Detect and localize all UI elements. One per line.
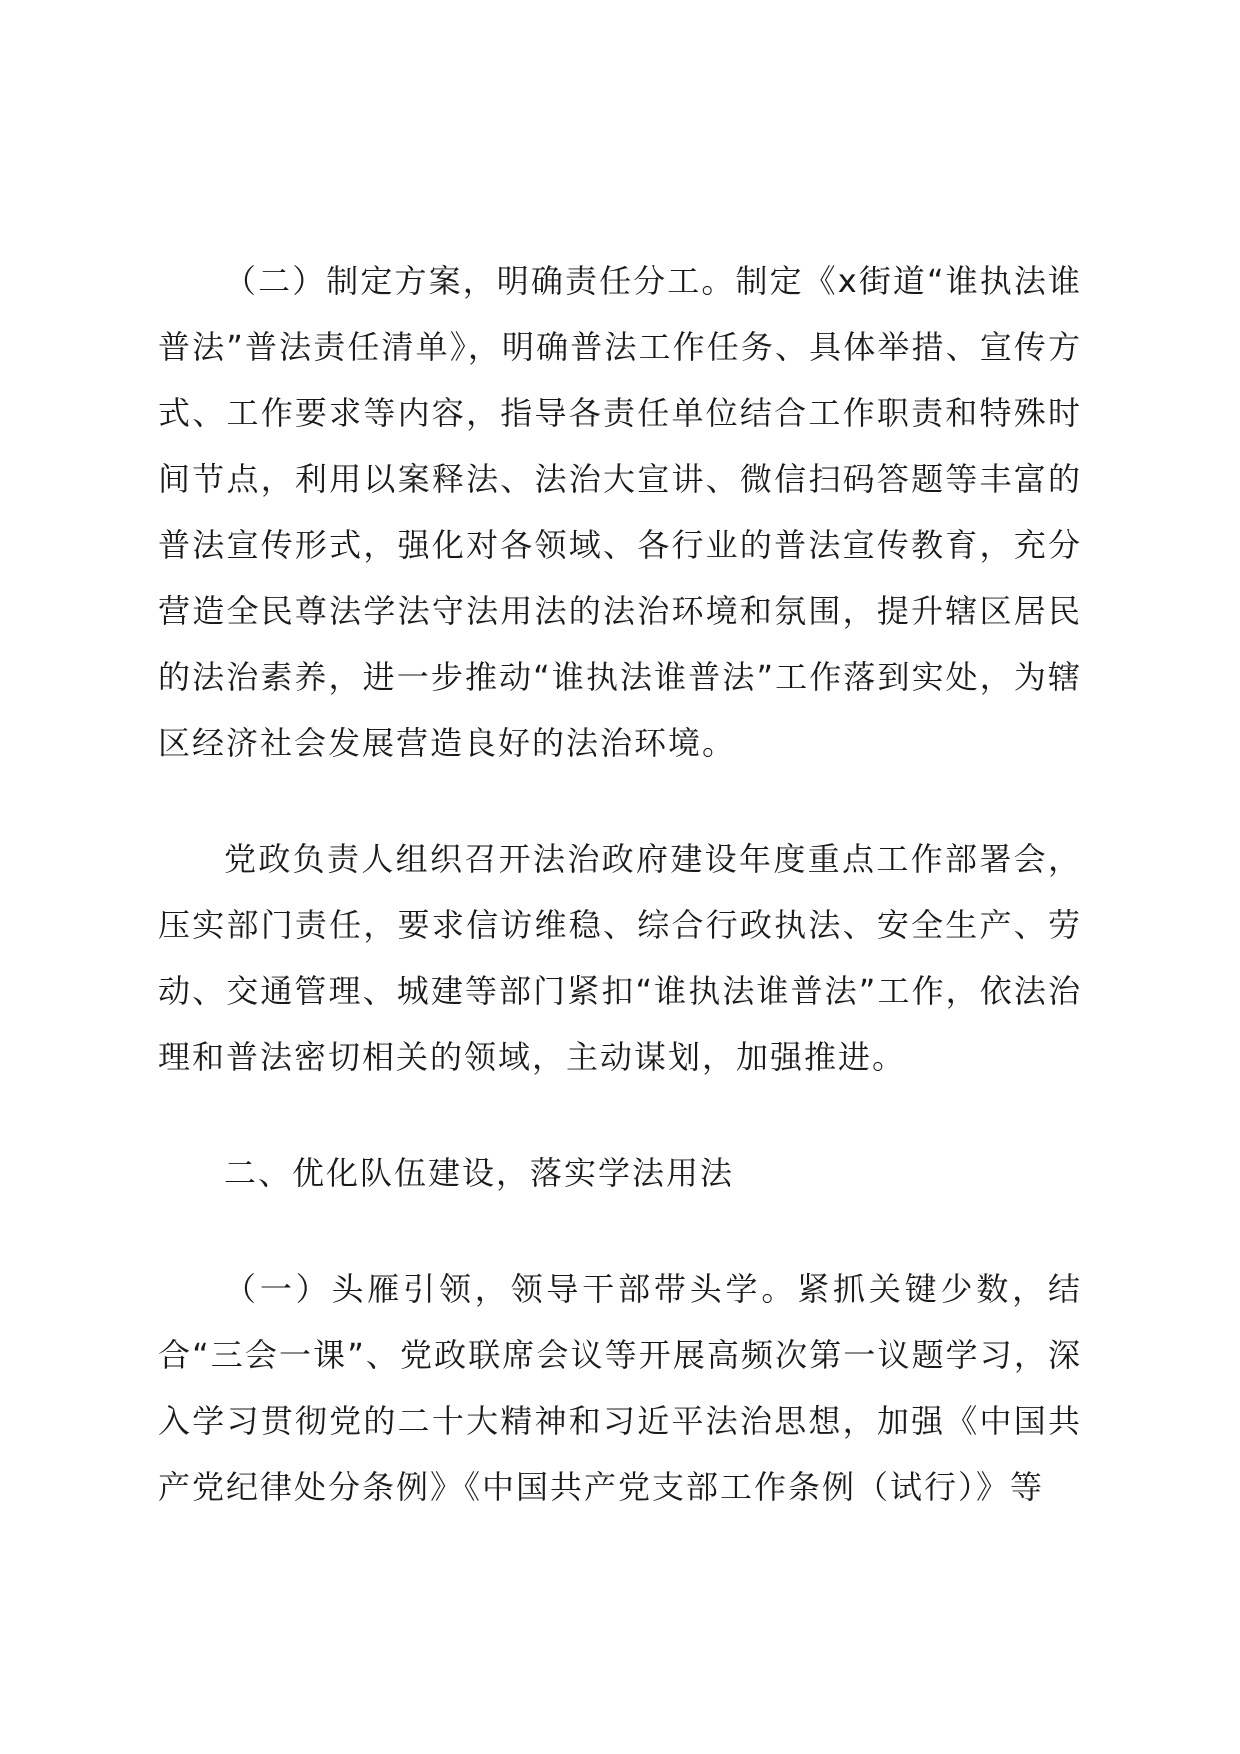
- document-page: [158, 248, 1082, 1520]
- section-heading-team-building: 二、优化队伍建设，落实学法用法: [224, 1154, 735, 1192]
- paragraph-party-leaders-meeting: 党政负责人组织召开法治政府建设年度重点工作部署会，压实部门责任，要求信访维稳、综合行政执法、安全生产、劳动、交通管理、城建等部门紧扣“谁执法谁普法”工作，依法治理和普法密切相关的领域，主动谋划，加强推进。: [158, 840, 1082, 1076]
- paragraph-leaders-study: （一）头雁引领，领导干部带头学。紧抓关键少数，结合“三会一课”、党政联席会议等开展高频次第一议题学习，深入学习贯彻党的二十大精神和习近平法治思想，加强《中国共产党纪律处分条例》《中国共产党支部工作条例（试行）》等: [158, 1270, 1082, 1506]
- paragraph-formulate-plan: （二）制定方案，明确责任分工。制定《x街道“谁执法谁普法”普法责任清单》，明确普法工作任务、具体举措、宣传方式、工作要求等内容，指导各责任单位结合工作职责和特殊时间节点，利用以案释法、法治大宣讲、微信扫码答题等丰富的普法宣传形式，强化对各领域、各行业的普法宣传教育，充分营造全民尊法学法守法用法的法治环境和氛围，提升辖区居民的法治素养，进一步推动“谁执法谁普法”工作落到实处，为辖区经济社会发展营造良好的法治环境。: [158, 262, 1082, 762]
